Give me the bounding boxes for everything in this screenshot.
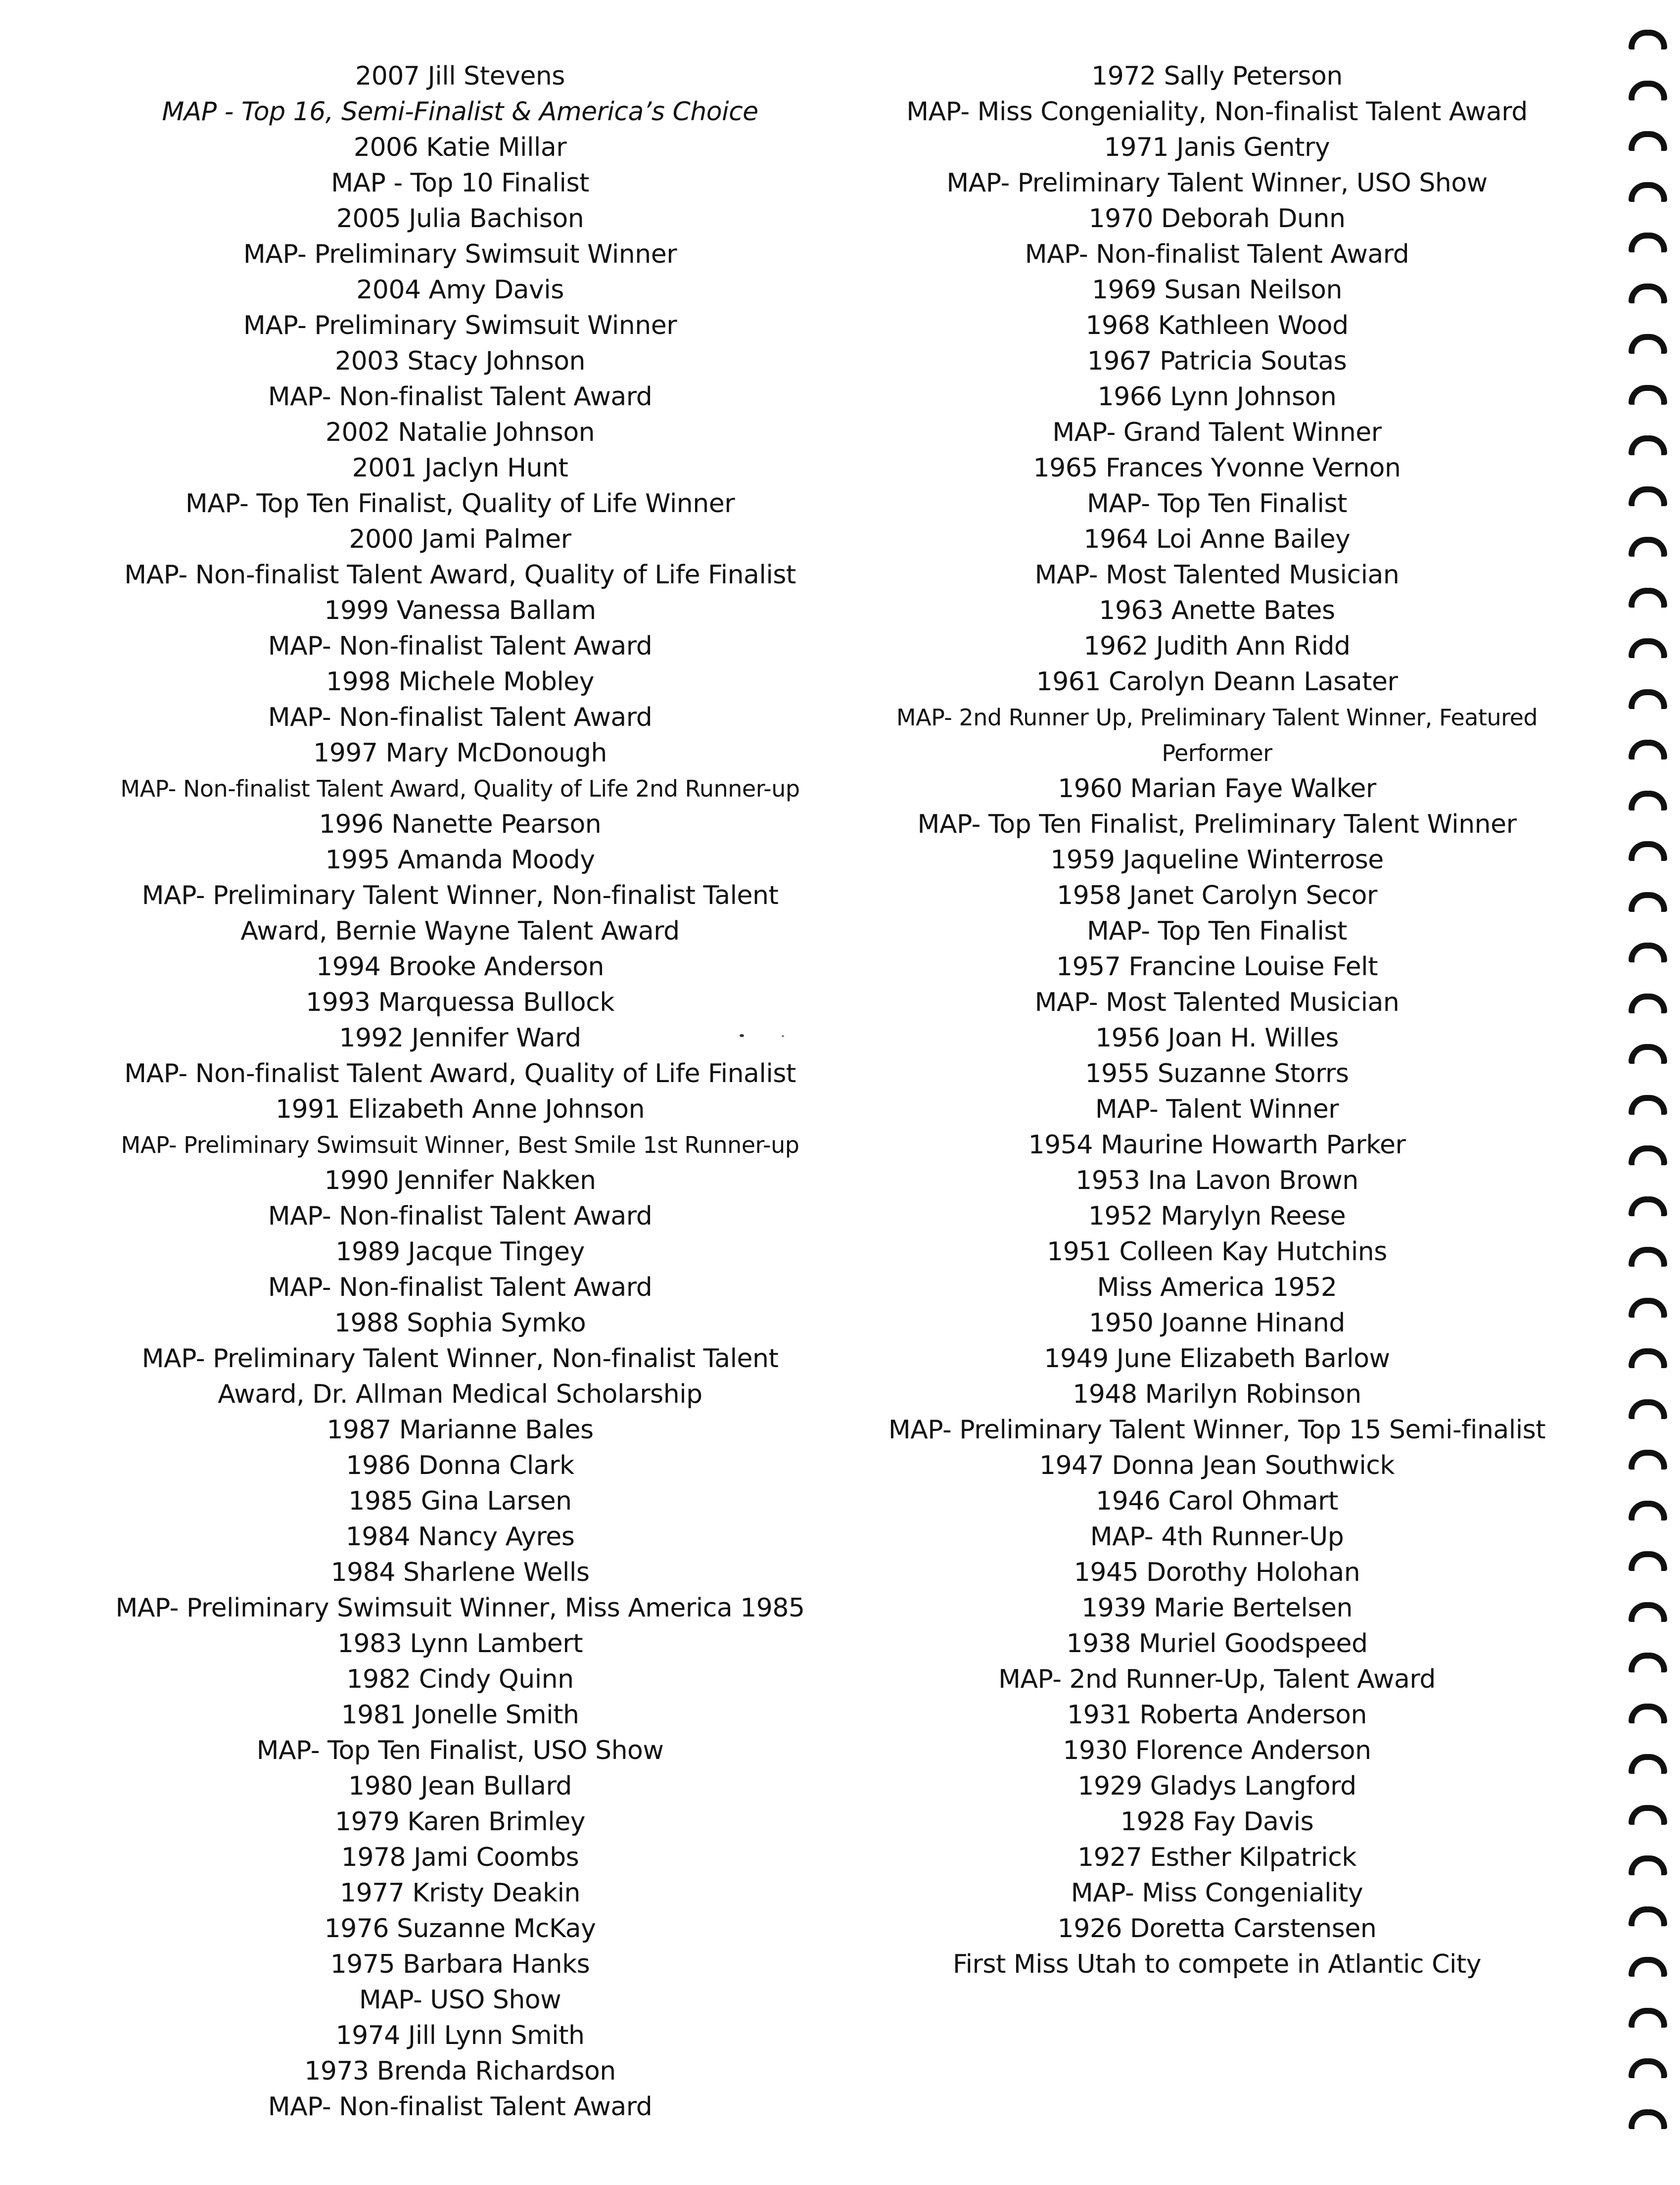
list-item: MAP- Top Ten Finalist bbox=[1087, 489, 1347, 519]
list-item: 1961 Carolyn Deann Lasater bbox=[1036, 667, 1398, 697]
list-item: MAP- Non-finalist Talent Award bbox=[268, 382, 653, 412]
list-item: 2003 Stacy Johnson bbox=[335, 346, 585, 376]
list-item: 1970 Deborah Dunn bbox=[1088, 204, 1346, 234]
list-item: MAP- Top Ten Finalist, USO Show bbox=[256, 1736, 664, 1765]
list-item: 1969 Susan Neilson bbox=[1092, 275, 1342, 305]
list-item: MAP- Preliminary Talent Winner, USO Show bbox=[946, 168, 1488, 198]
binding-ring-icon bbox=[1629, 1247, 1667, 1267]
binding-ring-icon bbox=[1629, 1957, 1667, 1977]
list-item: 1978 Jami Coombs bbox=[341, 1843, 579, 1872]
list-item: 1960 Marian Faye Walker bbox=[1058, 774, 1376, 804]
list-item: 2002 Natalie Johnson bbox=[325, 418, 595, 447]
list-item: MAP- Non-finalist Talent Award bbox=[268, 703, 653, 732]
list-item: First Miss Utah to compete in Atlantic City bbox=[952, 1949, 1482, 1979]
list-item: MAP- Preliminary Swimsuit Winner, Miss America 1985 bbox=[115, 1593, 805, 1623]
list-item: MAP- Preliminary Talent Winner, Top 15 Semi-finalist bbox=[888, 1415, 1546, 1445]
binding-ring-icon bbox=[1629, 1348, 1667, 1368]
list-item: 1945 Dorothy Holohan bbox=[1073, 1558, 1360, 1587]
binding-ring-icon bbox=[1629, 1855, 1667, 1875]
binding-ring-icon bbox=[1629, 537, 1667, 557]
list-item: MAP- Non-finalist Talent Award, Quality of Life Finalist bbox=[124, 1059, 796, 1089]
list-item: 1927 Esther Kilpatrick bbox=[1077, 1843, 1356, 1872]
binding-ring-icon bbox=[1629, 689, 1667, 709]
binding-ring-icon bbox=[1629, 385, 1667, 405]
list-item: 1993 Marquessa Bullock bbox=[306, 988, 614, 1017]
list-item: MAP- Talent Winner bbox=[1095, 1094, 1339, 1124]
stray-mark bbox=[740, 1034, 744, 1037]
binding-ring-icon bbox=[1629, 435, 1667, 455]
list-item: 1957 Francine Louise Felt bbox=[1056, 952, 1378, 982]
binding-ring-icon bbox=[1629, 2058, 1667, 2078]
list-item: 1947 Donna Jean Southwick bbox=[1039, 1451, 1395, 1480]
list-item: 1991 Elizabeth Anne Johnson bbox=[275, 1094, 645, 1124]
list-item: MAP- Most Talented Musician bbox=[1034, 560, 1400, 590]
list-item: 1996 Nanette Pearson bbox=[319, 809, 602, 839]
list-item: 1954 Maurine Howarth Parker bbox=[1028, 1130, 1406, 1160]
list-item: 1972 Sally Peterson bbox=[1091, 61, 1343, 91]
list-item: 1980 Jean Bullard bbox=[348, 1771, 572, 1801]
list-item: MAP- Non-finalist Talent Award bbox=[1025, 239, 1409, 269]
list-item: MAP- Preliminary Swimsuit Winner bbox=[243, 311, 677, 340]
binding-ring-icon bbox=[1629, 486, 1667, 506]
list-item: 1986 Donna Clark bbox=[346, 1451, 574, 1480]
binding-ring-icon bbox=[1629, 791, 1667, 810]
list-item: Miss America 1952 bbox=[1097, 1273, 1337, 1302]
list-item: 1959 Jaqueline Winterrose bbox=[1050, 845, 1384, 875]
list-item: MAP- Miss Congeniality bbox=[1071, 1878, 1363, 1908]
list-item: 1953 Ina Lavon Brown bbox=[1075, 1166, 1358, 1195]
list-item: 1955 Suzanne Storrs bbox=[1085, 1059, 1349, 1089]
list-item: 1995 Amanda Moody bbox=[325, 845, 595, 875]
list-item: MAP- Non-finalist Talent Award, Quality of Life Finalist bbox=[124, 560, 796, 590]
list-item: MAP- Non-finalist Talent Award, Quality of Life 2nd Runner-up bbox=[120, 775, 800, 802]
list-item: 1977 Kristy Deakin bbox=[340, 1878, 580, 1908]
list-item: 1976 Suzanne McKay bbox=[324, 1914, 596, 1944]
binding-ring-icon bbox=[1629, 1501, 1667, 1520]
list-item: 1962 Judith Ann Ridd bbox=[1083, 631, 1351, 661]
list-item: 1984 Nancy Ayres bbox=[345, 1522, 575, 1552]
list-item: 1968 Kathleen Wood bbox=[1085, 311, 1349, 340]
list-item: 1938 Muriel Goodspeed bbox=[1066, 1629, 1368, 1659]
list-item: 1983 Lynn Lambert bbox=[337, 1629, 583, 1659]
list-item: 1952 Marylyn Reese bbox=[1088, 1201, 1346, 1231]
list-item: 1982 Cindy Quinn bbox=[346, 1664, 574, 1694]
list-item: 1964 Loi Anne Bailey bbox=[1083, 524, 1351, 554]
list-item: 1997 Mary McDonough bbox=[313, 738, 607, 768]
list-item: 2004 Amy Davis bbox=[356, 275, 564, 305]
list-item: 1926 Doretta Carstensen bbox=[1057, 1914, 1377, 1944]
list-item: 1984 Sharlene Wells bbox=[330, 1558, 590, 1587]
list-item: MAP- Non-finalist Talent Award bbox=[268, 631, 653, 661]
list-item: 1965 Frances Yvonne Vernon bbox=[1033, 453, 1401, 483]
binding-ring-icon bbox=[1629, 2008, 1667, 2028]
binding-ring-icon bbox=[1629, 892, 1667, 912]
list-item: Award, Dr. Allman Medical Scholarship bbox=[218, 1379, 702, 1409]
binding-ring-icon bbox=[1629, 334, 1667, 354]
binding-ring-icon bbox=[1629, 30, 1667, 49]
list-item: 1929 Gladys Langford bbox=[1077, 1771, 1356, 1801]
list-item: MAP- Preliminary Swimsuit Winner bbox=[243, 239, 677, 269]
list-item: 1928 Fay Davis bbox=[1120, 1807, 1314, 1837]
list-item: 1988 Sophia Symko bbox=[334, 1308, 586, 1338]
list-item: 1949 June Elizabeth Barlow bbox=[1044, 1344, 1390, 1374]
list-item: MAP- Preliminary Talent Winner, Non-finalist Talent bbox=[141, 1344, 779, 1374]
binding-ring-icon bbox=[1629, 740, 1667, 760]
list-item: MAP - Top 10 Finalist bbox=[331, 168, 589, 198]
list-item: 1994 Brooke Anderson bbox=[316, 952, 604, 982]
list-item: MAP- 4th Runner-Up bbox=[1090, 1522, 1344, 1552]
list-item: 1966 Lynn Johnson bbox=[1097, 382, 1337, 412]
binding-ring-icon bbox=[1629, 131, 1667, 151]
list-item: 1999 Vanessa Ballam bbox=[324, 596, 596, 625]
binding-ring-icon bbox=[1629, 841, 1667, 861]
list-item: 1971 Janis Gentry bbox=[1104, 133, 1330, 162]
binding-ring-icon bbox=[1629, 943, 1667, 962]
binding-ring-icon bbox=[1629, 1805, 1667, 1825]
binding-ring-icon bbox=[1629, 1095, 1667, 1115]
list-item: MAP- 2nd Runner-Up, Talent Award bbox=[998, 1664, 1436, 1694]
list-item: 1998 Michele Mobley bbox=[326, 667, 595, 697]
binding-ring-icon bbox=[1629, 1704, 1667, 1723]
list-item: 2005 Julia Bachison bbox=[336, 204, 584, 234]
list-item: 1992 Jennifer Ward bbox=[339, 1023, 581, 1053]
binding-ring-icon bbox=[1629, 1906, 1667, 1926]
binding-ring-icon bbox=[1629, 1196, 1667, 1216]
binding-ring-icon bbox=[1629, 233, 1667, 252]
list-item: 2000 Jami Palmer bbox=[349, 524, 571, 554]
list-item: 2007 Jill Stevens bbox=[355, 61, 565, 91]
list-item: MAP- Top Ten Finalist, Quality of Life Winner bbox=[185, 489, 735, 519]
list-item: MAP- Preliminary Talent Winner, Non-finalist Talent bbox=[141, 881, 779, 910]
list-item: 1974 Jill Lynn Smith bbox=[335, 2021, 585, 2050]
list-item: MAP- Non-finalist Talent Award bbox=[268, 2092, 653, 2122]
binding-ring-icon bbox=[1629, 2109, 1667, 2129]
list-item: MAP- USO Show bbox=[359, 1985, 561, 2015]
list-item: 1951 Colleen Kay Hutchins bbox=[1047, 1237, 1387, 1267]
list-item: 1973 Brenda Richardson bbox=[304, 2056, 616, 2086]
list-item: 1950 Joanne Hinand bbox=[1089, 1308, 1345, 1338]
list-item: 1939 Marie Bertelsen bbox=[1081, 1593, 1353, 1623]
list-item: 1989 Jacque Tingey bbox=[335, 1237, 585, 1267]
binding-ring-icon bbox=[1629, 1298, 1667, 1318]
binding-ring-icon bbox=[1629, 81, 1667, 100]
list-item: MAP- Preliminary Swimsuit Winner, Best Smile 1st Runner-up bbox=[121, 1132, 799, 1158]
list-item: MAP- Most Talented Musician bbox=[1034, 988, 1400, 1017]
list-item: 1990 Jennifer Nakken bbox=[324, 1166, 596, 1195]
list-item: Performer bbox=[1162, 740, 1272, 766]
right-column bbox=[861, 58, 1573, 1982]
binding-ring-icon bbox=[1629, 284, 1667, 303]
list-item: 1975 Barbara Hanks bbox=[330, 1949, 590, 1979]
stray-mark bbox=[782, 1035, 784, 1037]
binding-ring-icon bbox=[1629, 1653, 1667, 1672]
binding-ring-icon bbox=[1629, 994, 1667, 1013]
binding-ring-icon bbox=[1629, 1044, 1667, 1064]
list-item: 1946 Carol Ohmart bbox=[1096, 1486, 1338, 1516]
list-item: 2006 Katie Millar bbox=[353, 133, 567, 162]
binding-ring-icon bbox=[1629, 1602, 1667, 1622]
list-item: 1930 Florence Anderson bbox=[1063, 1736, 1371, 1765]
binding-ring-icon bbox=[1629, 1551, 1667, 1571]
list-item: MAP- Top Ten Finalist, Preliminary Talent Winner bbox=[917, 809, 1517, 839]
list-item: 1987 Marianne Bales bbox=[327, 1415, 594, 1445]
binding-ring-icon bbox=[1629, 588, 1667, 608]
binding-ring-icon bbox=[1629, 1450, 1667, 1470]
list-item: 1967 Patricia Soutas bbox=[1087, 346, 1347, 376]
binding-ring-icon bbox=[1629, 1145, 1667, 1165]
list-item: 1931 Roberta Anderson bbox=[1067, 1700, 1367, 1730]
list-item: MAP- Grand Talent Winner bbox=[1052, 418, 1382, 447]
left-column bbox=[89, 58, 831, 2125]
list-item: Award, Bernie Wayne Talent Award bbox=[240, 916, 680, 946]
list-item: MAP- 2nd Runner Up, Preliminary Talent Winner, Featured bbox=[896, 704, 1538, 731]
list-item: 1981 Jonelle Smith bbox=[341, 1700, 579, 1730]
binding-ring-icon bbox=[1629, 182, 1667, 202]
list-item: MAP- Top Ten Finalist bbox=[1087, 916, 1347, 946]
list-item: MAP- Miss Congeniality, Non-finalist Talent Award bbox=[906, 97, 1528, 127]
list-item: MAP- Non-finalist Talent Award bbox=[268, 1201, 653, 1231]
spiral-binding bbox=[1616, 30, 1680, 2167]
list-item: MAP - Top 16, Semi-Finalist & America’s Choice bbox=[162, 97, 758, 127]
list-item: 1948 Marilyn Robinson bbox=[1073, 1379, 1361, 1409]
list-item: 1963 Anette Bates bbox=[1099, 596, 1335, 625]
binding-ring-icon bbox=[1629, 1754, 1667, 1774]
list-item: 1985 Gina Larsen bbox=[348, 1486, 572, 1516]
list-item: 2001 Jaclyn Hunt bbox=[352, 453, 568, 483]
list-item: MAP- Non-finalist Talent Award bbox=[268, 1273, 653, 1302]
binding-ring-icon bbox=[1629, 638, 1667, 658]
list-item: 1956 Joan H. Willes bbox=[1095, 1023, 1339, 1053]
list-item: 1979 Karen Brimley bbox=[335, 1807, 585, 1837]
list-item: 1958 Janet Carolyn Secor bbox=[1057, 881, 1377, 910]
binding-ring-icon bbox=[1629, 1399, 1667, 1419]
